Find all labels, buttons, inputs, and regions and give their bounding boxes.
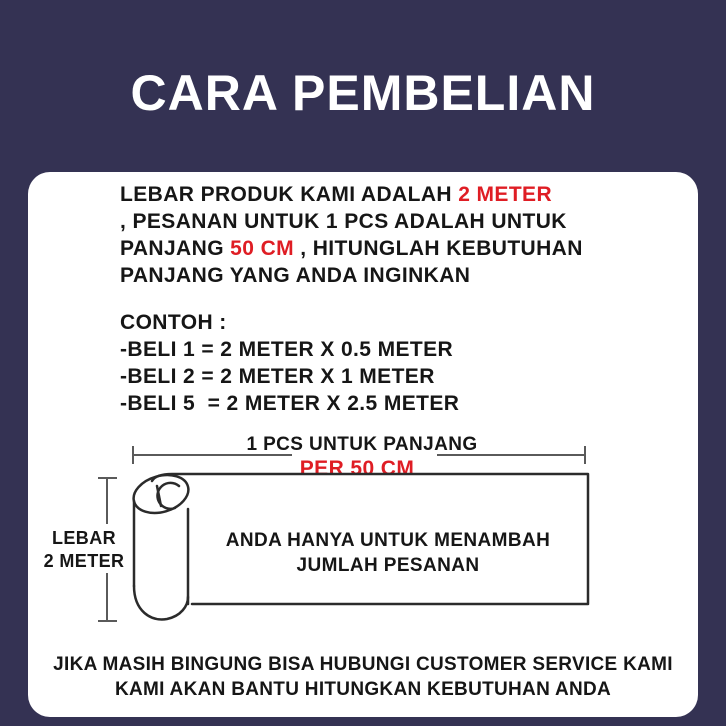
diagram-top-label-red: PER 50 CM [299, 457, 415, 480]
diagram-inner-label-line1: ANDA HANYA UNTUK MENAMBAH [225, 530, 551, 551]
example-item-3: -BELI 5 = 2 METER X 2.5 METER [120, 392, 460, 415]
length-value-highlight: 50 CM [230, 237, 295, 260]
example-heading: CONTOH : [120, 311, 227, 334]
diagram-left-label-line2: 2 METER [43, 551, 125, 571]
diagram-left-label-line1: LEBAR [52, 528, 116, 548]
footer-line-2: KAMI AKAN BANTU HITUNGKAN KEBUTUHAN ANDA [114, 679, 612, 700]
footer-line-1: JIKA MASIH BINGUNG BISA HUBUNGI CUSTOMER SERVICE KAMI [53, 654, 673, 675]
dimension-diagram [28, 172, 698, 717]
instruction-card [28, 172, 698, 717]
intro-line-4: PANJANG YANG ANDA INGINKAN [120, 264, 471, 287]
example-item-1: -BELI 1 = 2 METER X 0.5 METER [120, 338, 454, 361]
intro-line-1-text: LEBAR PRODUK KAMI ADALAH [120, 183, 459, 206]
fabric-roll-drawing [129, 469, 193, 620]
intro-line-2: , PESANAN UNTUK 1 PCS ADALAH UNTUK [120, 210, 567, 233]
footer-note [28, 652, 698, 702]
diagram-top-label: 1 PCS UNTUK PANJANG [246, 434, 478, 455]
diagram-inner-label-line2: JUMLAH PESANAN [296, 555, 480, 576]
page-title: CARA PEMBELIAN [130, 65, 596, 121]
intro-line-3-prefix: PANJANG [120, 237, 231, 260]
width-dimension-line [98, 478, 117, 621]
intro-line-3-suffix: , HITUNGLAH KEBUTUHAN [294, 237, 583, 260]
width-value-highlight: 2 METER [458, 183, 553, 206]
example-item-2: -BELI 2 = 2 METER X 1 METER [120, 365, 435, 388]
